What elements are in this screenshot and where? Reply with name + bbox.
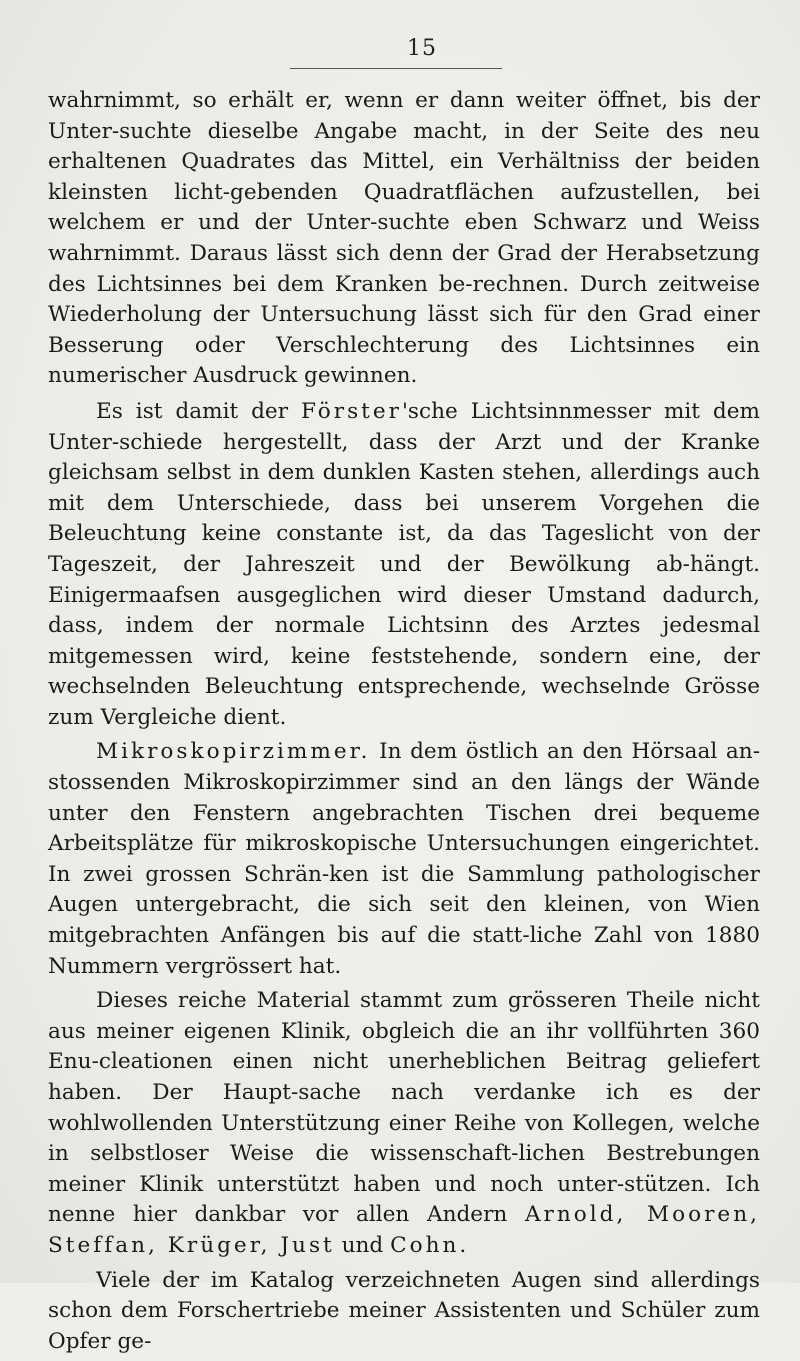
paragraph-1-text: wahrnimmt, so erhält er, wenn er dann weiter öffnet, bis der Unter-suchte dieselbe Angabe macht, in der Seite des neu erhaltenen Quadrates das Mittel, ein Verhältniss der beiden kleinsten licht-gebenden Quadratflächen aufzustellen, bei welchem er und der Unter-suchte eben Schwarz und Weiss wahrnimmt. Daraus lässt sich denn der Grad der Herabsetzung des Lichtsinnes bei dem Kranken be-rechnen. Durch zeitweise Wiederholung der Untersuchung lässt sich für den Grad einer Besserung oder Verschlechterung des Lichtsinnes ein numerischer Ausdruck gewinnen. [48, 88, 760, 389]
page-header [0, 36, 800, 61]
body-text [48, 86, 760, 1361]
paragraph-2 [48, 397, 760, 734]
paragraph-4-und: und [334, 1232, 391, 1258]
paragraph-4-lead: Dieses reiche Material stammt zum grösseren Theile nicht aus meiner eigenen Klinik, obgleich die an ihr vollführten 360 Enu-cleationen einen nicht unerheblichen Beitrag geliefert haben. Der Haupt-sache nach verdanke ich es der wohlwollenden Unterstützung einer Reihe von Kollegen, welche in selbstloser Weise die wissenschaft-lichen Bestrebungen meiner Klinik unterstützt haben und noch unter-stützen. Ich nenne hier dankbar vor allen Andern [48, 988, 760, 1228]
page-number: 15 [407, 36, 437, 61]
paragraph-4 [48, 986, 760, 1261]
paragraph-5-text: Viele der im Katalog verzeichneten Augen sind allerdings schon dem Forschertriebe meiner Assistenten und Schüler zum Opfer ge- [48, 1267, 760, 1354]
paragraph-5 [48, 1266, 760, 1358]
header-rule [290, 68, 502, 69]
paragraph-4-name-cohn: Cohn. [390, 1232, 470, 1258]
paragraph-3-text: In dem östlich an den Hörsaal an-stossenden Mikroskopirzimmer sind an den längs der Wände unter den Fenstern angebrachten Tischen drei bequeme Arbeitsplätze für mikroskopische Untersuchungen eingerichtet. In zwei grossen Schrän-ken ist die Sammlung pathologischer Augen untergebracht, die sich seit den kleinen, von Wien mitgebrachten Anfängen bis auf die statt-liche Zahl von 1880 Nummern vergrössert hat. [48, 739, 760, 979]
paragraph-1 [48, 86, 760, 392]
paragraph-4-names: Arnold, Mooren, Steffan, Krüger, Just [48, 1202, 760, 1258]
paragraph-2-rest: 'sche Lichtsinnmesser mit dem Unter-schiede hergestellt, dass der Arzt und der Kranke gleichsam selbst in dem dunklen Kasten stehen, allerdings auch mit dem Unterschiede, dass bei unserem Vorgehen die Beleuchtung keine constante ist, da das Tageslicht von der Tageszeit, der Jahreszeit und der Bewölkung ab-hängt. Einigermaafsen ausgeglichen wird dieser Umstand dadurch, dass, indem der normale Lichtsinn des Arztes jedesmal mitgemessen wird, keine feststehende, sondern eine, der wechselnden Beleuchtung entsprechende, wechselnde Grösse zum Vergleiche dient. [48, 398, 760, 730]
paragraph-2-name-forster: Förster [300, 398, 402, 424]
paragraph-3 [48, 737, 760, 982]
paragraph-2-lead: Es ist damit der [96, 398, 301, 424]
section-heading-mikroskopirzimmer: Mikroskopirzimmer. [96, 739, 371, 765]
